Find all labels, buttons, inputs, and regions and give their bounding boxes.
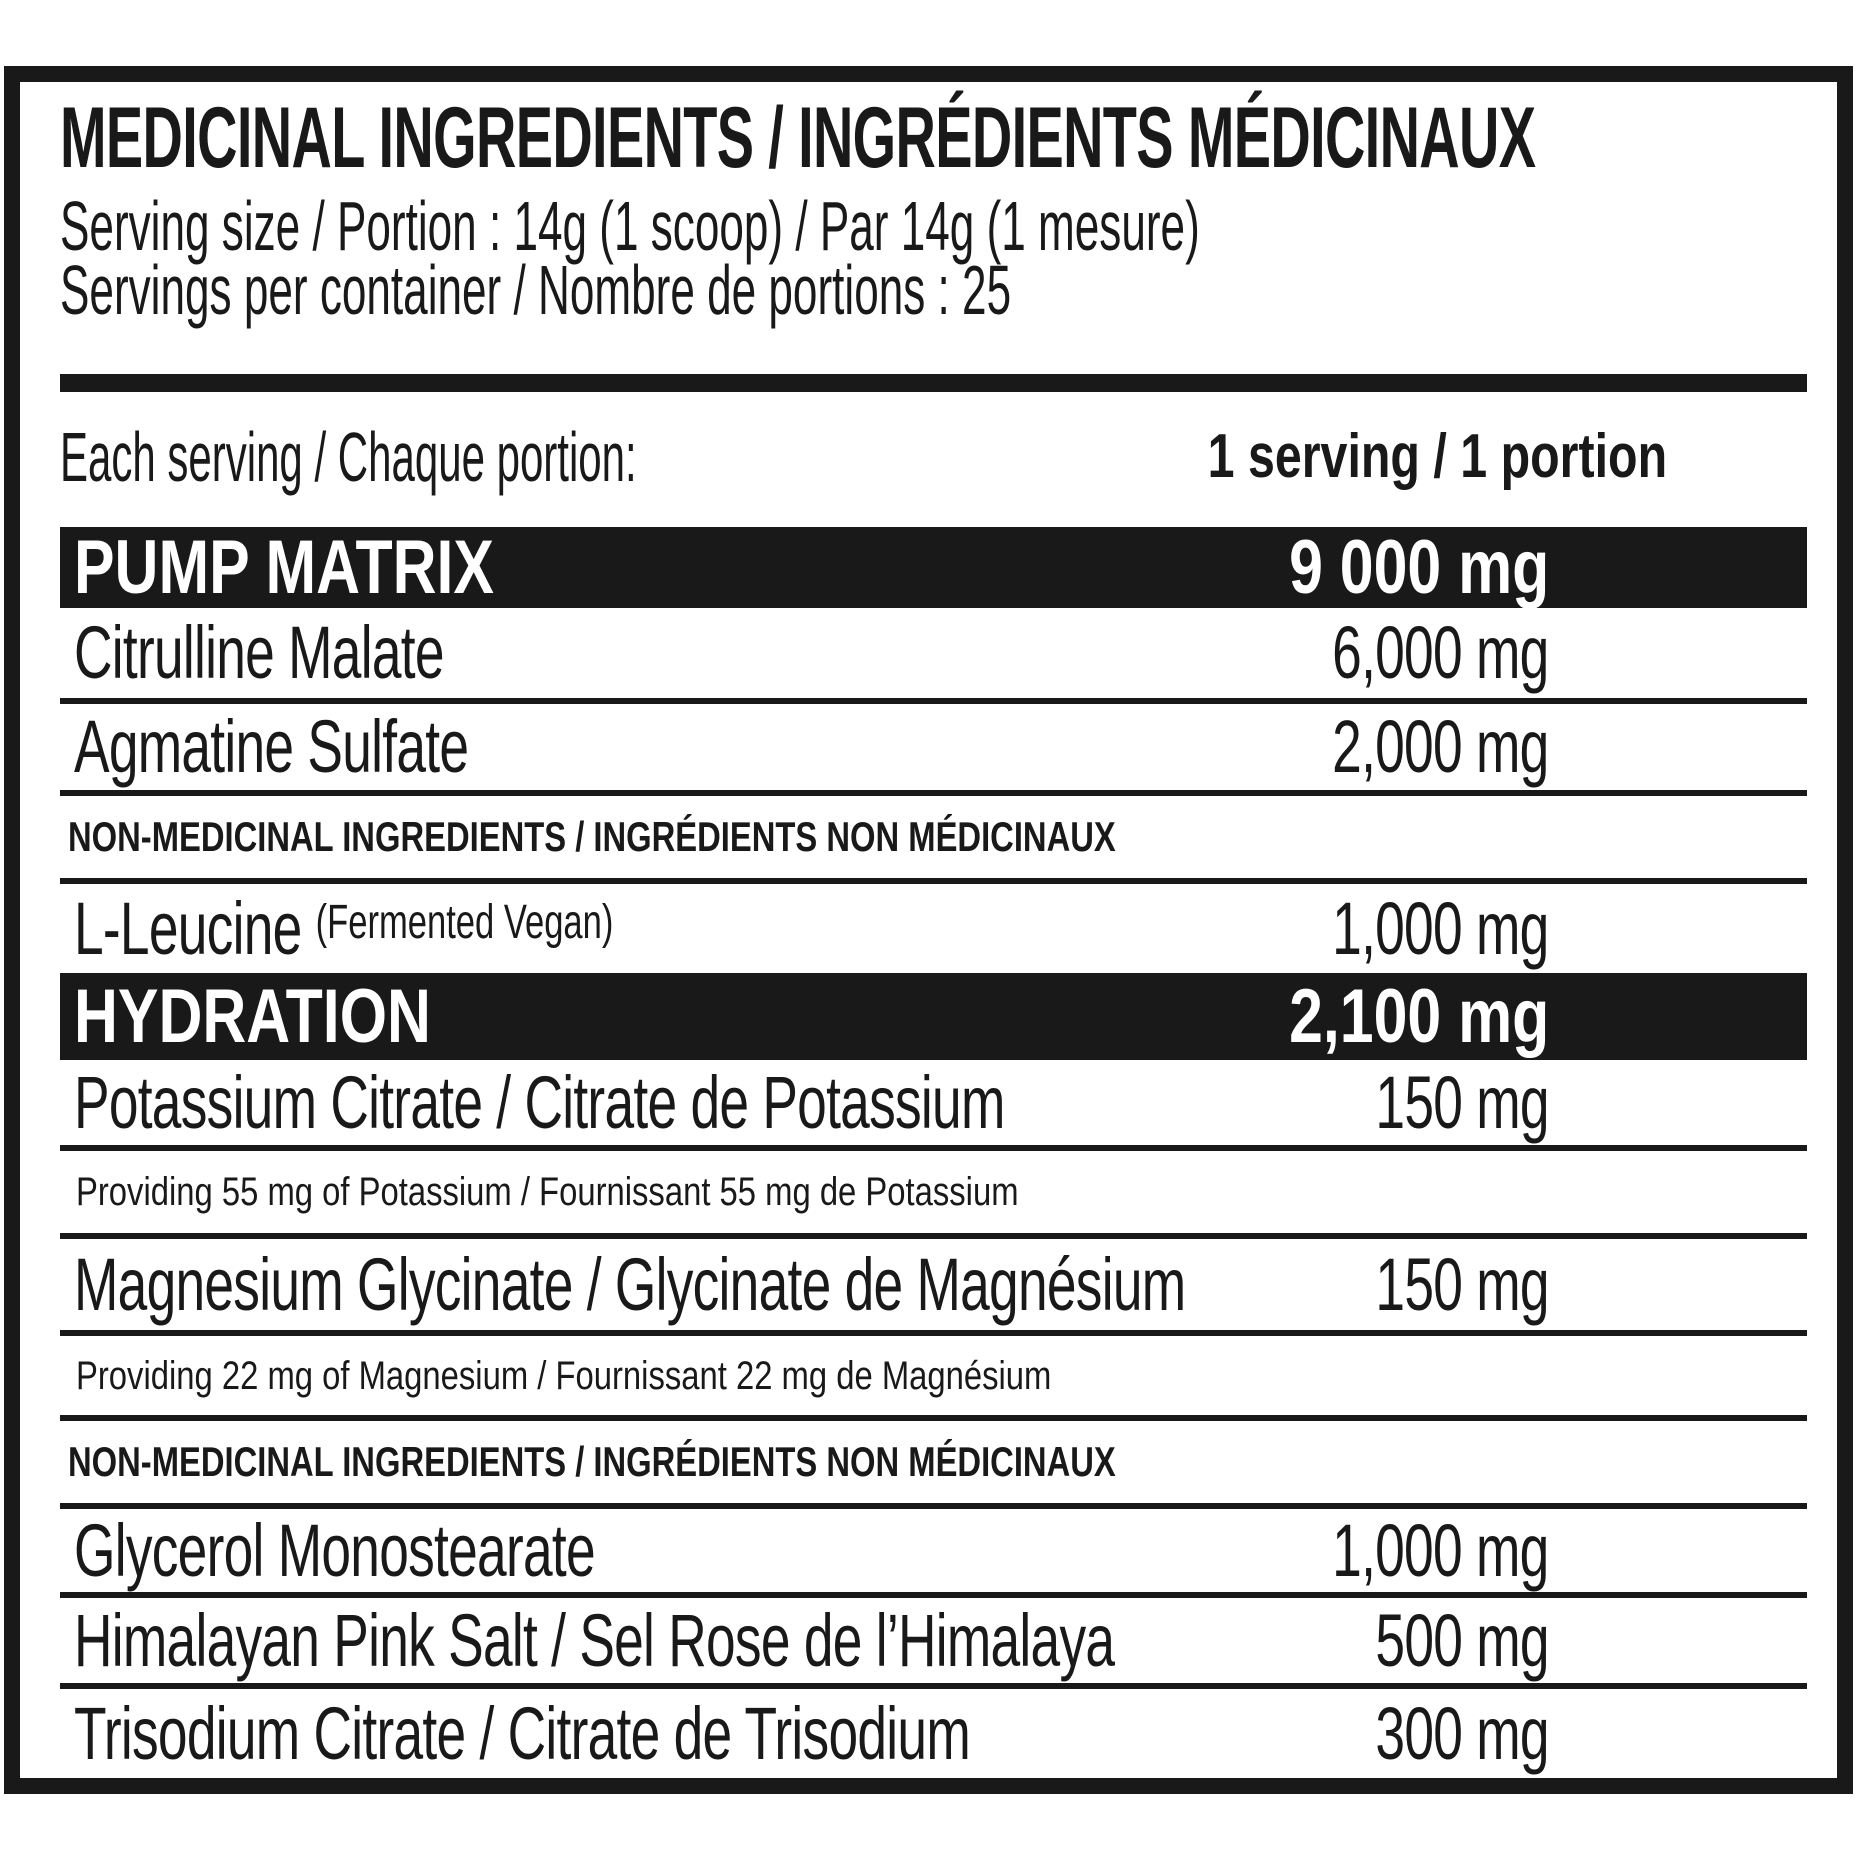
panel-title: MEDICINAL INGREDIENTS / INGRÉDIENTS MÉDICINAUX xyxy=(60,90,1536,186)
ingredient-amount: 500 mg xyxy=(1375,1598,1549,1682)
section-amount: 9 000 mg xyxy=(1288,524,1549,610)
ingredient-amount: 1,000 mg xyxy=(1332,1508,1549,1592)
ingredient-amount: 2,000 mg xyxy=(1332,705,1549,788)
serving-size-text: Serving size / Portion : 14g (1 scoop) / Par 14g (1 mesure) xyxy=(60,187,1200,265)
subheader-text: NON-MEDICINAL INGREDIENTS / INGRÉDIENTS NON MÉDICINAUX xyxy=(68,813,1116,860)
section-amount: 2,100 mg xyxy=(1288,973,1549,1059)
thick-divider xyxy=(60,374,1807,392)
ingredient-amount: 150 mg xyxy=(1375,1242,1549,1326)
section-name: HYDRATION xyxy=(74,973,431,1059)
panel-content xyxy=(20,82,1837,1778)
column-header-row xyxy=(60,418,1807,496)
section-row-hydration xyxy=(60,973,1807,1060)
ingredient-name: Himalayan Pink Salt / Sel Rose de l’Himalaya xyxy=(74,1598,1115,1682)
non-medicinal-subheader xyxy=(60,1421,1807,1503)
providing-note-text: Providing 22 mg of Magnesium / Fournissant 22 mg de Magnésium xyxy=(76,1353,1052,1398)
ingredient-amount: 1,000 mg xyxy=(1332,886,1549,970)
supplement-facts-panel xyxy=(4,66,1853,1794)
ingredient-amount: 150 mg xyxy=(1375,1060,1549,1144)
servings-per-container-row xyxy=(60,251,1807,329)
ingredient-name-note: (Fermented Vegan) xyxy=(315,895,614,949)
ingredient-row xyxy=(60,884,1807,973)
ingredient-row xyxy=(60,1060,1807,1145)
panel-title-row xyxy=(60,82,1807,194)
subheader-text: NON-MEDICINAL INGREDIENTS / INGRÉDIENTS NON MÉDICINAUX xyxy=(68,1438,1116,1485)
providing-note-text: Providing 55 mg of Potassium / Fournissant 55 mg de Potassium xyxy=(76,1170,1019,1214)
ingredient-name: Glycerol Monostearate xyxy=(74,1508,595,1592)
ingredient-amount: 6,000 mg xyxy=(1332,611,1549,694)
ingredient-name: L-Leucine xyxy=(74,886,302,970)
ingredient-row xyxy=(60,1598,1807,1683)
providing-note-row xyxy=(60,1336,1807,1415)
ingredient-name: Agmatine Sulfate xyxy=(74,705,469,788)
ingredient-row xyxy=(60,1689,1807,1778)
column-header-left-cell xyxy=(60,418,1078,496)
servings-per-container-text: Servings per container / Nombre de portions : 25 xyxy=(60,251,1012,329)
column-header-left-text: Each serving / Chaque portion: xyxy=(60,418,637,496)
column-header-right-cell xyxy=(1078,422,1807,491)
section-row-pump-matrix xyxy=(60,524,1807,610)
serving-size-row xyxy=(60,187,1807,265)
ingredient-row xyxy=(60,1509,1807,1592)
column-header-right-text: 1 serving / 1 portion xyxy=(1207,422,1667,491)
ingredient-amount: 300 mg xyxy=(1375,1691,1549,1775)
ingredient-name: Magnesium Glycinate / Glycinate de Magnésium xyxy=(74,1242,1186,1326)
ingredient-row xyxy=(60,704,1807,790)
ingredient-row xyxy=(60,1239,1807,1330)
ingredient-name: Citrulline Malate xyxy=(74,611,444,694)
section-name: PUMP MATRIX xyxy=(74,524,494,610)
ingredient-name: Trisodium Citrate / Citrate de Trisodium xyxy=(74,1691,970,1775)
providing-note-row xyxy=(60,1151,1807,1233)
ingredient-row xyxy=(60,608,1807,698)
ingredient-name: Potassium Citrate / Citrate de Potassium xyxy=(74,1060,1005,1144)
non-medicinal-subheader xyxy=(60,796,1807,878)
